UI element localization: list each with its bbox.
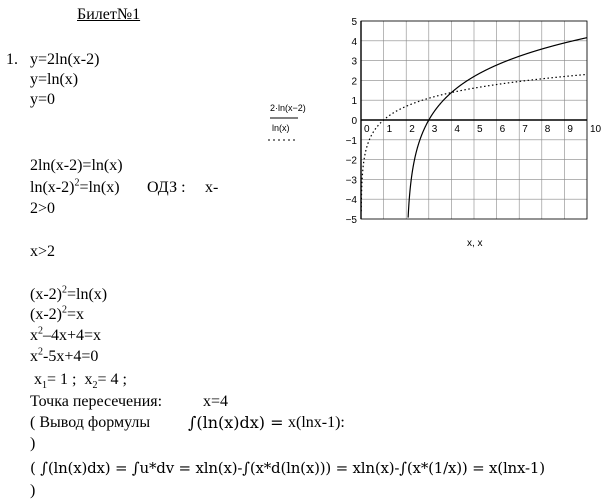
x-tick-label-1: 1 [386,124,393,135]
algebra-line-4: $x^2-5x+4=0$ [30,346,99,365]
x-axis-label: x, x [467,238,483,249]
legend-label-series-2: ln(x) [272,123,290,133]
derivation-integral: ∫(ln(x)dx) = [188,413,284,432]
x-tick-label-10: 10 [590,124,602,135]
x-tick-label-7: 7 [522,124,528,135]
odz-condition-2: 2>0 [30,200,56,217]
y-tick-label-7: −2 [345,155,357,167]
title: Билет№1 [77,6,141,23]
function-1: y=2ln(x-2) [30,51,100,68]
legend-label-series-1: 2·ln(x−2) [270,103,306,113]
y-tick-label-0: 5 [351,17,357,28]
proof-line: ( ∫(ln(x)dx) = ∫u*dv = xln(x)-∫(x*d(ln(x))) = xln(x)-∫(x*(1/x)) = x(lnx-1) [30,459,545,477]
algebra-line-2: $(x-2)^2=x$ [30,304,85,323]
algebra-line-3: $x^2-4x+4=x$ [30,325,102,344]
graph-legend [268,103,306,140]
equation-1: 2ln(x-2)=ln(x) [30,157,123,174]
graph-ticks [346,17,602,226]
x-tick-label-4: 4 [454,124,460,135]
y-tick-label-10: −5 [345,215,357,226]
y-tick-label-4: 1 [351,96,357,108]
x-tick-label-5: 5 [477,124,483,135]
algebra-line-1: $(x-2)^2=\ln(x)$ [30,284,108,303]
roots: $x_1= 1$ ; $x_2= 4$ ; [34,371,127,392]
x-tick-label-9: 9 [567,124,573,135]
y-tick-label-2: 3 [351,56,357,68]
odz-label: ОДЗ : [147,179,186,196]
y-tick-label-6: −1 [345,135,357,147]
derivation-result: x(lnx-1): [288,414,345,431]
problem-number: 1. [6,51,18,68]
derivation-title: ( Вывод формулы [30,414,151,431]
y-tick-label-1: 4 [351,36,357,48]
x-tick-label-8: 8 [544,124,551,135]
function-2: y=ln(x) [30,71,79,88]
x-tick-label-2: 2 [409,124,415,135]
y-tick-label-5: 0 [351,116,357,127]
odz-condition-1: x- [205,179,219,196]
x-tick-label-6: 6 [499,124,506,135]
intersection-label: Точка пересечения: [30,393,163,410]
y-tick-label-9: −4 [345,195,357,207]
domain-condition: x>2 [30,243,56,260]
intersection-value: x=4 [203,393,229,410]
proof-close: ) [30,482,36,499]
y-tick-label-8: −3 [345,175,357,187]
function-3: y=0 [30,91,56,108]
equation-2: $\ln(x-2)^2=\ln(x)$ [30,177,120,196]
x-tick-label-0: 0 [364,124,370,135]
derivation-close: ) [30,435,36,452]
y-tick-label-3: 2 [351,76,357,88]
x-tick-label-3: 3 [431,124,438,135]
